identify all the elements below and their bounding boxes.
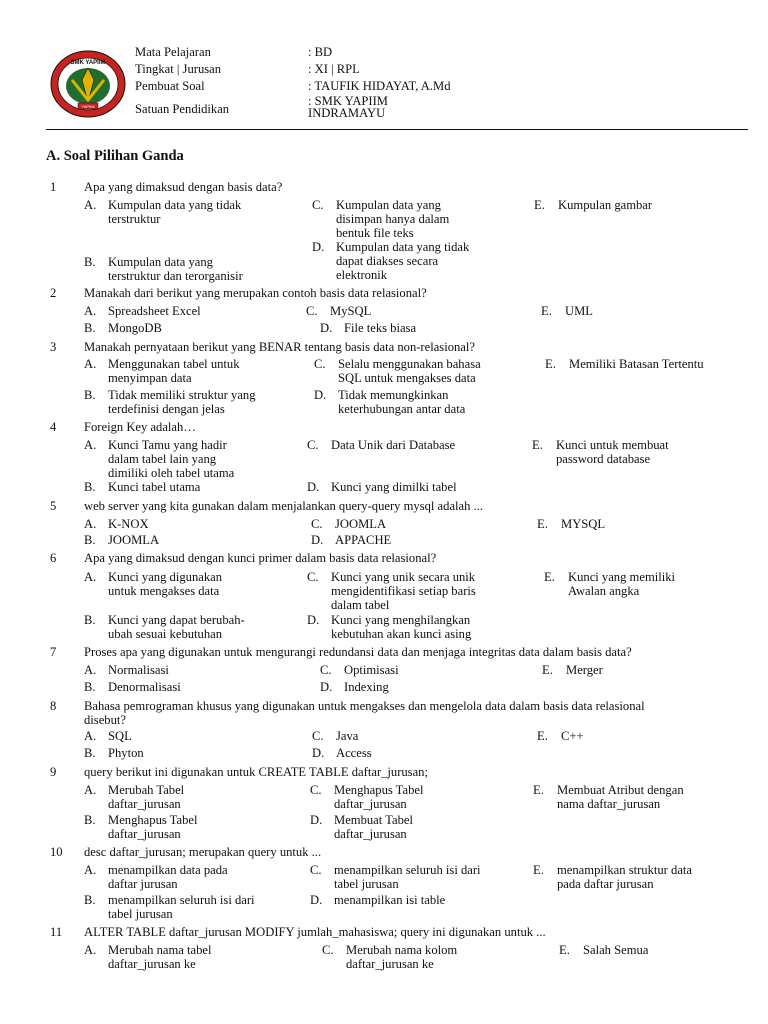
option-letter: D. xyxy=(312,746,325,760)
question-text: query berikut ini digunakan untuk CREATE TABLE daftar_jurusan; xyxy=(84,765,428,779)
answer-option-a[interactable] xyxy=(84,304,201,318)
answer-option-b[interactable] xyxy=(84,680,181,694)
option-text: UML xyxy=(565,304,593,318)
answer-option-b[interactable] xyxy=(84,388,256,416)
header-label-pembuat-soal: Pembuat Soal xyxy=(135,79,205,93)
option-text: File teks biasa xyxy=(344,321,417,335)
option-text: Kumpulan data yang terstruktur dan terorganisir xyxy=(108,255,243,283)
option-text: Kunci Tamu yang hadir dalam tabel lain yang dimiliki oleh tabel utama xyxy=(108,438,235,480)
option-text: JOOMLA xyxy=(335,517,387,531)
option-letter: C. xyxy=(310,783,322,797)
answer-option-c[interactable] xyxy=(311,517,386,531)
option-text: Kunci tabel utama xyxy=(108,480,201,494)
option-letter: A. xyxy=(84,357,97,371)
answer-option-c[interactable] xyxy=(314,357,481,385)
option-letter: A. xyxy=(84,517,97,531)
option-letter: C. xyxy=(312,729,324,743)
option-letter: C. xyxy=(312,198,324,212)
answer-option-a[interactable] xyxy=(84,729,132,743)
option-text: Java xyxy=(336,729,359,743)
answer-option-a[interactable] xyxy=(84,663,169,677)
option-text: Access xyxy=(336,746,372,760)
option-letter: B. xyxy=(84,255,96,269)
question-number: 2 xyxy=(50,286,57,300)
option-text: MySQL xyxy=(330,304,372,318)
option-letter: D. xyxy=(307,480,320,494)
answer-option-c[interactable] xyxy=(307,570,476,612)
header-value-tingkat-jurusan: : XI | RPL xyxy=(308,62,360,76)
answer-option-a[interactable] xyxy=(84,517,149,531)
question-number: 10 xyxy=(50,845,63,859)
answer-option-a[interactable] xyxy=(84,570,222,598)
option-letter: D. xyxy=(320,680,333,694)
option-letter: E. xyxy=(541,304,552,318)
option-text: Normalisasi xyxy=(108,663,169,677)
option-text: menampilkan seluruh isi dari tabel jurusan xyxy=(108,893,255,921)
option-letter: E. xyxy=(559,943,570,957)
option-text: Tidak memungkinkan keterhubungan antar data xyxy=(338,388,466,416)
answer-option-d[interactable] xyxy=(312,746,372,760)
answer-option-e[interactable] xyxy=(541,304,593,318)
question-number: 7 xyxy=(50,645,57,659)
option-letter: E. xyxy=(544,570,555,584)
question-text: Proses apa yang digunakan untuk mengurangi redundansi data dan menjaga integritas data dalam basis data? xyxy=(84,645,632,659)
option-letter: D. xyxy=(314,388,327,402)
answer-option-d[interactable] xyxy=(312,240,469,282)
question-number: 11 xyxy=(50,925,63,939)
school-logo xyxy=(50,50,126,118)
option-text: Merubah Tabel daftar_jurusan xyxy=(108,783,185,811)
option-letter: A. xyxy=(84,570,97,584)
option-letter: B. xyxy=(84,746,96,760)
option-letter: C. xyxy=(314,357,326,371)
option-text: Memiliki Batasan Tertentu xyxy=(569,357,704,371)
option-text: Kunci untuk membuat password database xyxy=(556,438,669,466)
question-text: Manakah pernyataan berikut yang BENAR tentang basis data non-relasional? xyxy=(84,340,475,354)
question-text: desc daftar_jurusan; merupakan query untuk ... xyxy=(84,845,322,859)
option-letter: B. xyxy=(84,388,96,402)
option-letter: E. xyxy=(533,863,544,877)
answer-option-c[interactable] xyxy=(320,663,399,677)
answer-option-e[interactable] xyxy=(532,438,669,466)
section-title: A. Soal Pilihan Ganda xyxy=(46,148,184,164)
option-text: menampilkan data pada daftar jurusan xyxy=(108,863,228,891)
option-letter: E. xyxy=(532,438,543,452)
answer-option-c[interactable] xyxy=(322,943,457,971)
answer-option-b[interactable] xyxy=(84,746,144,760)
question-text: web server yang kita gunakan dalam menjalankan query-query mysql adalah ... xyxy=(84,499,484,513)
question-number: 4 xyxy=(50,420,57,434)
option-text: Membuat Atribut dengan nama daftar_jurusan xyxy=(557,783,684,811)
option-letter: B. xyxy=(84,533,96,547)
option-letter: A. xyxy=(84,198,97,212)
option-text: Kunci yang menghilangkan kebutuhan akan kunci asing xyxy=(331,613,472,641)
option-letter: B. xyxy=(84,613,96,627)
option-text: Kumpulan data yang tidak dapat diakses secara elektronik xyxy=(336,240,470,282)
option-text: Denormalisasi xyxy=(108,680,181,694)
answer-option-e[interactable] xyxy=(542,663,603,677)
option-letter: A. xyxy=(84,863,97,877)
option-letter: C. xyxy=(306,304,318,318)
answer-option-a[interactable] xyxy=(84,357,240,385)
option-letter: B. xyxy=(84,480,96,494)
header-value-pembuat-soal: : TAUFIK HIDAYAT, A.Md xyxy=(308,79,451,93)
option-letter: D. xyxy=(310,813,323,827)
option-letter: A. xyxy=(84,729,97,743)
question-text: Foreign Key adalah… xyxy=(84,420,196,434)
answer-option-c[interactable] xyxy=(306,304,371,318)
option-letter: D. xyxy=(311,533,324,547)
option-text: MongoDB xyxy=(108,321,162,335)
option-text: Menghapus Tabel daftar_jurusan xyxy=(334,783,424,811)
option-letter: B. xyxy=(84,680,96,694)
option-text: Kunci yang memiliki Awalan angka xyxy=(568,570,676,598)
header-label-mata-pelajaran: Mata Pelajaran xyxy=(135,45,211,59)
option-text: C++ xyxy=(561,729,584,743)
option-letter: A. xyxy=(84,783,97,797)
option-letter: A. xyxy=(84,943,97,957)
header-value-satuan-pendidikan: : SMK YAPIIM INDRAMAYU xyxy=(308,94,389,120)
option-text: APPACHE xyxy=(335,533,392,547)
option-text: Indexing xyxy=(344,680,389,694)
option-letter: A. xyxy=(84,438,97,452)
logo-top-text: SMK YAPIIM xyxy=(70,60,106,66)
answer-option-e[interactable] xyxy=(559,943,648,957)
option-letter: E. xyxy=(542,663,553,677)
answer-option-c[interactable] xyxy=(310,863,481,891)
option-letter: C. xyxy=(310,863,322,877)
option-text: Membuat Tabel daftar_jurusan xyxy=(334,813,413,841)
option-letter: B. xyxy=(84,893,96,907)
answer-option-a[interactable] xyxy=(84,863,228,891)
answer-option-b[interactable] xyxy=(84,480,200,494)
answer-option-d[interactable] xyxy=(310,893,445,907)
answer-option-e[interactable] xyxy=(545,357,704,371)
option-letter: D. xyxy=(310,893,323,907)
option-text: Merubah nama kolom daftar_jurusan ke xyxy=(346,943,458,971)
option-letter: E. xyxy=(537,729,548,743)
answer-option-a[interactable] xyxy=(84,198,241,226)
option-letter: C. xyxy=(307,438,319,452)
option-text: Merubah nama tabel daftar_jurusan ke xyxy=(108,943,212,971)
option-text: menampilkan struktur data pada daftar jurusan xyxy=(557,863,692,891)
answer-option-d[interactable] xyxy=(320,680,389,694)
header-label-satuan-pendidikan: Satuan Pendidikan xyxy=(135,102,230,116)
answer-option-e[interactable] xyxy=(533,783,684,811)
option-letter: C. xyxy=(311,517,323,531)
answer-option-b[interactable] xyxy=(84,813,197,841)
option-text: menampilkan seluruh isi dari tabel jurusan xyxy=(334,863,481,891)
option-letter: E. xyxy=(545,357,556,371)
answer-option-d[interactable] xyxy=(320,321,416,335)
answer-option-b[interactable] xyxy=(84,533,159,547)
answer-option-c[interactable] xyxy=(312,198,449,240)
question-number: 6 xyxy=(50,551,57,565)
header-divider xyxy=(46,129,748,130)
answer-option-d[interactable] xyxy=(307,480,457,494)
option-letter: C. xyxy=(307,570,319,584)
option-text: Menggunakan tabel untuk menyimpan data xyxy=(108,357,240,385)
question-text: Apa yang dimaksud dengan basis data? xyxy=(84,180,283,194)
answer-option-e[interactable] xyxy=(537,729,584,743)
option-letter: A. xyxy=(84,304,97,318)
answer-option-a[interactable] xyxy=(84,943,212,971)
question-text: Manakah dari berikut yang merupakan contoh basis data relasional? xyxy=(84,286,427,300)
answer-option-c[interactable] xyxy=(310,783,423,811)
answer-option-b[interactable] xyxy=(84,613,245,641)
option-text: Kunci yang digunakan untuk mengakses data xyxy=(108,570,223,598)
question-number: 3 xyxy=(50,340,57,354)
option-letter: A. xyxy=(84,663,97,677)
answer-option-e[interactable] xyxy=(544,570,675,598)
answer-option-d[interactable] xyxy=(310,813,413,841)
option-letter: E. xyxy=(537,517,548,531)
logo-bottom-text: YAPIIM xyxy=(81,104,95,109)
answer-option-a[interactable] xyxy=(84,438,234,480)
header-value-mata-pelajaran: : BD xyxy=(308,45,333,59)
option-text: Data Unik dari Database xyxy=(331,438,456,452)
option-text: MYSQL xyxy=(561,517,606,531)
answer-option-c[interactable] xyxy=(307,438,455,452)
question-text: ALTER TABLE daftar_jurusan MODIFY jumlah_mahasiswa; query ini digunakan untuk ... xyxy=(84,925,546,939)
option-text: Kumpulan data yang disimpan hanya dalam bentuk file teks xyxy=(336,198,450,240)
answer-option-d[interactable] xyxy=(307,613,471,641)
answer-option-c[interactable] xyxy=(312,729,358,743)
option-letter: B. xyxy=(84,813,96,827)
option-text: Kunci yang dapat berubah- ubah sesuai kebutuhan xyxy=(108,613,245,641)
option-letter: D. xyxy=(312,240,325,254)
option-letter: E. xyxy=(533,783,544,797)
option-letter: E. xyxy=(534,198,545,212)
answer-option-a[interactable] xyxy=(84,783,184,811)
answer-option-e[interactable] xyxy=(533,863,692,891)
option-letter: C. xyxy=(320,663,332,677)
header-label-tingkat-jurusan: Tingkat | Jurusan xyxy=(135,62,222,76)
option-text: Kunci yang unik secara unik mengidentifikasi setiap baris dalam tabel xyxy=(331,570,476,612)
option-text: JOOMLA xyxy=(108,533,160,547)
option-text: Merger xyxy=(566,663,603,677)
option-text: menampilkan isi table xyxy=(334,893,446,907)
question-number: 9 xyxy=(50,765,57,779)
question-number: 8 xyxy=(50,699,57,713)
answer-option-d[interactable] xyxy=(314,388,465,416)
answer-option-e[interactable] xyxy=(534,198,652,212)
option-letter: B. xyxy=(84,321,96,335)
question-text: Apa yang dimaksud dengan kunci primer dalam basis data relasional? xyxy=(84,551,437,565)
option-text: Tidak memiliki struktur yang terdefinisi dengan jelas xyxy=(108,388,256,416)
option-letter: D. xyxy=(307,613,320,627)
answer-option-b[interactable] xyxy=(84,255,243,283)
option-text: Optimisasi xyxy=(344,663,399,677)
answer-option-b[interactable] xyxy=(84,893,255,921)
option-text: Salah Semua xyxy=(583,943,649,957)
option-text: Kumpulan data yang tidak terstruktur xyxy=(108,198,242,226)
question-number: 1 xyxy=(50,180,57,194)
answer-option-b[interactable] xyxy=(84,321,162,335)
option-text: Menghapus Tabel daftar_jurusan xyxy=(108,813,198,841)
question-text: Bahasa pemrograman khusus yang digunakan untuk mengakses dan mengelola data dalam basis data relasional disebut? xyxy=(84,699,645,727)
option-text: K-NOX xyxy=(108,517,149,531)
option-letter: C. xyxy=(322,943,334,957)
option-text: Selalu menggunakan bahasa SQL untuk mengakses data xyxy=(338,357,481,385)
option-text: SQL xyxy=(108,729,132,743)
option-text: Spreadsheet Excel xyxy=(108,304,201,318)
question-number: 5 xyxy=(50,499,57,513)
option-text: Kunci yang dimilki tabel xyxy=(331,480,457,494)
option-letter: D. xyxy=(320,321,333,335)
answer-option-d[interactable] xyxy=(311,533,391,547)
option-text: Kumpulan gambar xyxy=(558,198,653,212)
answer-option-e[interactable] xyxy=(537,517,605,531)
option-text: Phyton xyxy=(108,746,144,760)
